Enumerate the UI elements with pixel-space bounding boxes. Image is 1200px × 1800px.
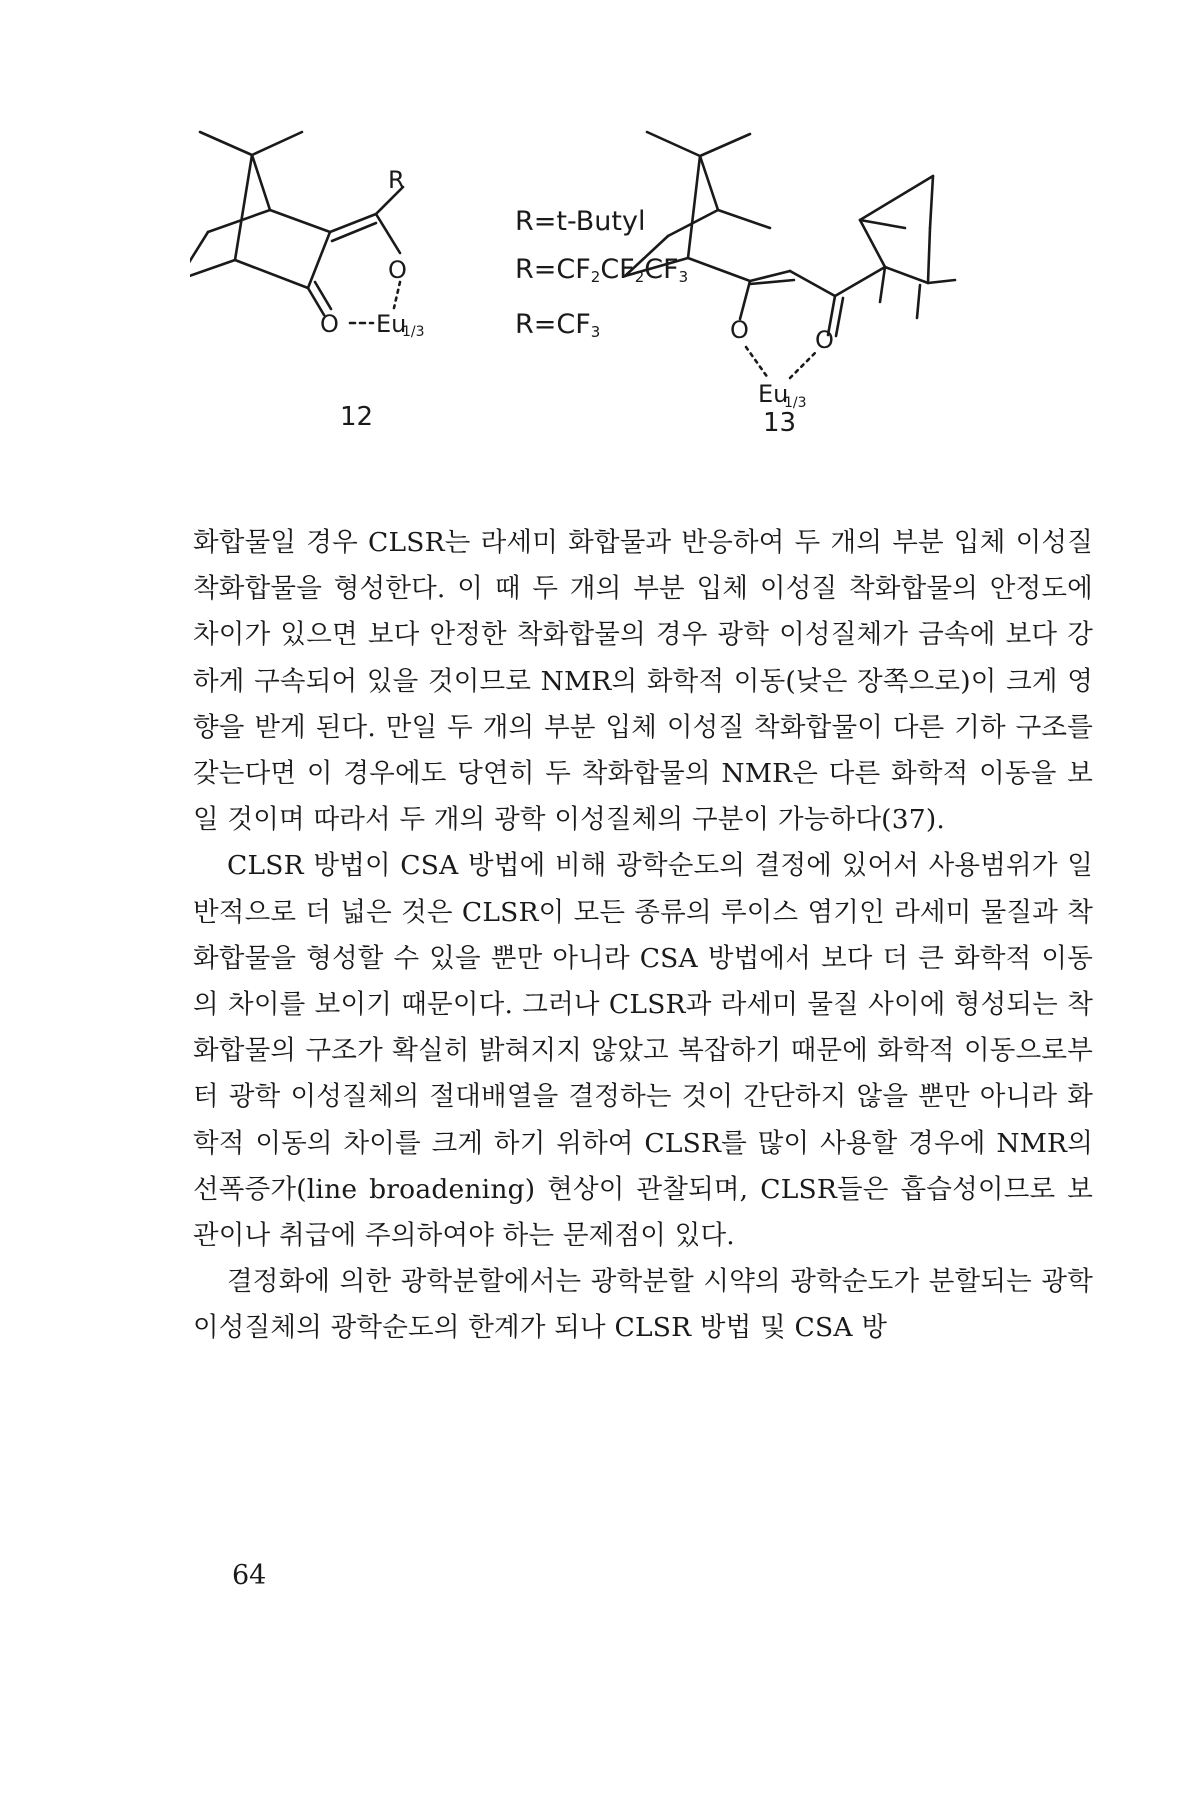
structure-12-oxygen-carbonyl: O [320,310,339,338]
chemical-structures-figure [190,110,1090,510]
structure-12-oxygen-ketone: O [388,256,407,284]
r-definition-trifluoromethyl: $R=CF_3$ [515,309,601,341]
paragraph-3: 결정화에 의한 광학분할에서는 광학분할 시약의 광학순도가 분할되는 광학 이성질체의 광학순도의 한계가 되나 CLSR 방법 및 CSA 방 [193,1266,1093,1344]
structure-12-substituent-r: R [388,166,405,194]
formula-part: CF [556,254,591,285]
r-symbol: R [515,206,534,237]
structure-13-oxygen-right: O [815,326,834,354]
formula-subscript: 3 [590,323,601,341]
r-symbol: R [515,309,534,340]
paragraph-2: CLSR 방법이 CSA 방법에 비해 광학순도의 결정에 있어서 사용범위가 일반적으로 더 넓은 것은 CLSR이 모든 종류의 루이스 염기인 라세미 물질과 착화합물을 형성할 수 있을 뿐만 아니라 CSA 방법에서 보다 더 큰 화학적 이동의 차이를 보이기 때문이다. 그러나 CLSR과 라세미 물질 사이에 형성되는 착화합물의 구조가 확실히 밝혀지지 않았고 복잡하기 때문에 화학적 이동으로부터 광학 이성질체의 절대배열을 결정하는 것이 간단하지 않을 뿐만 아니라 화학적 이동의 차이를 크게 하기 위하여 CLSR를 많이 사용할 경우에 NMR의 선폭증가(line broadening) 현상이 관찰되며, CLSR들은 흡습성이므로 보관이나 취급에 주의하여야 하는 문제점이 있다. [193,850,1093,1252]
compound-label-13: 13 [763,408,797,438]
formula-subscript: 2 [634,268,645,286]
formula-part: CF [600,254,635,285]
structure-12-europium-subscript: 1/3 [402,324,425,340]
r-value-tbutyl: t-Butyl [556,206,646,237]
formula-subscript: 2 [590,268,601,286]
substituent-definitions [515,198,688,356]
r-symbol: R [515,254,534,285]
paragraph-1: 화합물일 경우 CLSR는 라세미 화합물과 반응하여 두 개의 부분 입체 이성질 착화합물을 형성한다. 이 때 두 개의 부분 입체 이성질 착화합물의 안정도에 차이가 있으면 보다 안정한 착화합물의 경우 광학 이성질체가 금속에 보다 강하게 구속되어 있을 것이므로 NMR의 화학적 이동(낮은 장쪽으로)이 크게 영향을 받게 된다. 만일 두 개의 부분 입체 이성질 착화합물이 다른 기하 구조를 갖는다면 이 경우에도 당연히 두 착화합물의 NMR은 다른 화학적 이동을 보일 것이며 따라서 두 개의 광학 이성질체의 구분이 가능하다(37). [193,527,1093,836]
structure-13-europium-subscript: 1/3 [784,395,807,411]
formula-subscript: 3 [678,268,689,286]
compound-label-12: 12 [340,402,374,432]
body-text [193,520,1093,1352]
formula-part: CF [556,309,591,340]
page-number: 64 [232,1560,267,1591]
r-definition-tbutyl: R=t-Butyl [515,206,646,237]
structure-13-oxygen-left: O [730,316,749,344]
r-definition-heptafluoropropyl: $R=CF_2CF_2CF_3$ [515,254,689,286]
formula-part: CF [644,254,679,285]
structure-12-europium: Eu [376,310,407,338]
structure-13-europium: Eu [758,380,789,408]
structure-12-skeleton [190,132,403,323]
